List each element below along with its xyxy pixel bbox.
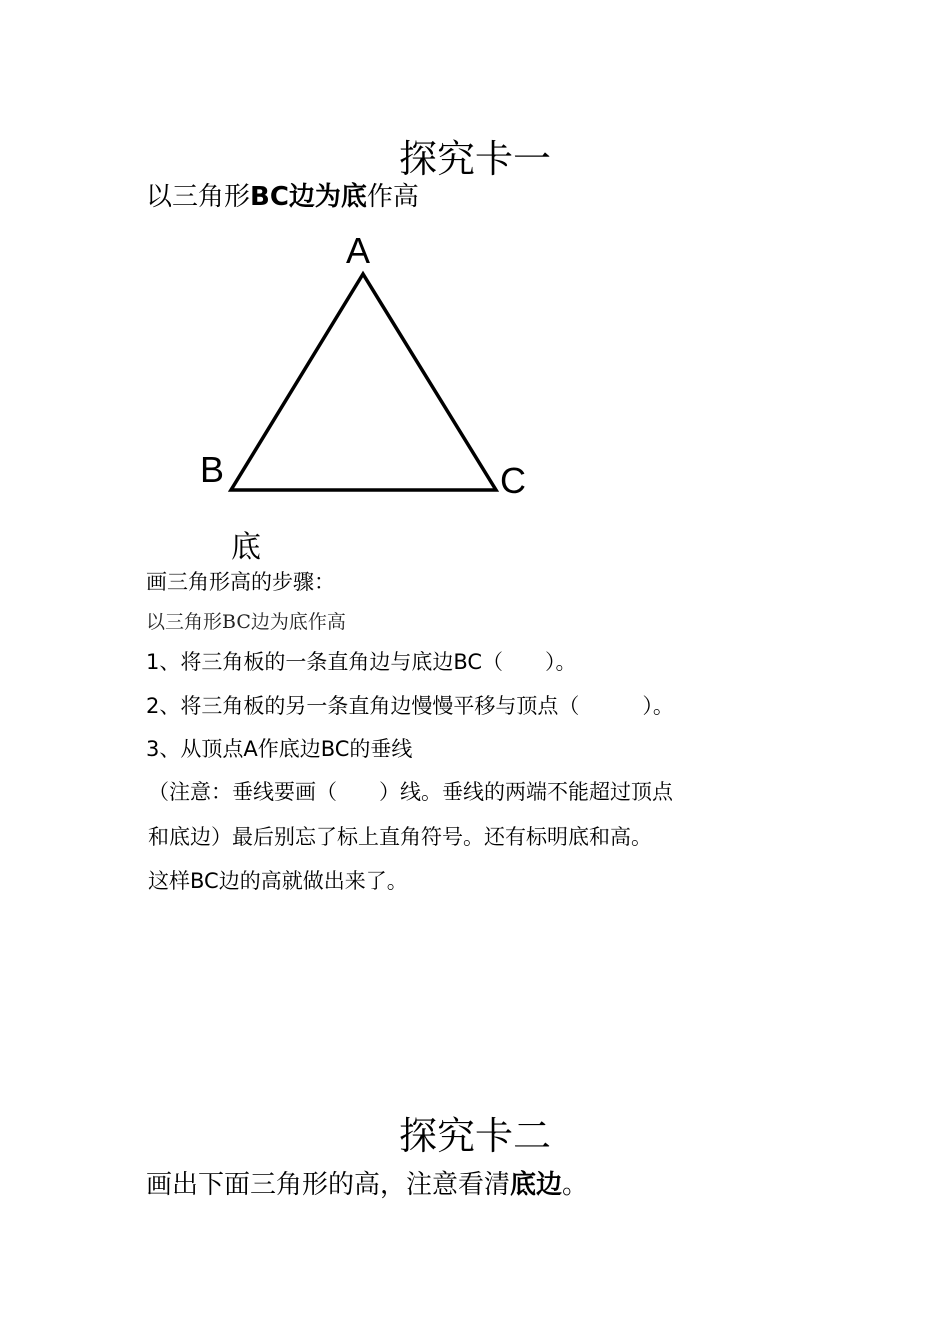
card1-subtitle-post: 作高 xyxy=(366,182,419,212)
card2-title: 探究卡二 xyxy=(398,1114,551,1158)
triangle-abc xyxy=(231,274,496,490)
conclusion: 这样BC边的高就做出来了。 xyxy=(148,869,408,893)
notice-line-2: 和底边）最后别忘了标上直角符号。还有标明底和高。 xyxy=(148,825,652,849)
step-2: 2、将三角板的另一条直角边慢慢平移与顶点（ ）。 xyxy=(146,694,674,718)
card1-subtitle-pre: 以三角形 xyxy=(146,182,251,212)
card2-instruction xyxy=(146,1164,588,1201)
steps-heading: 画三角形高的步骤： xyxy=(146,570,335,594)
base-label: 底 xyxy=(231,530,261,565)
vertex-c-label: C xyxy=(500,460,526,501)
card2-instruction-pre: 画出下面三角形的高，注意看清 xyxy=(146,1170,511,1200)
card1-subtitle-bold: BC边为底 xyxy=(250,182,367,212)
card2-instruction-post: 。 xyxy=(562,1170,589,1200)
card2-instruction-bold: 底边 xyxy=(510,1170,563,1200)
vertex-a-label: A xyxy=(346,230,371,271)
vertex-b-label: B xyxy=(200,449,225,490)
step-3: 3、从顶点A作底边BC的垂线 xyxy=(146,737,413,761)
card1-title: 探究卡一 xyxy=(398,137,551,181)
steps-note: 以三角形BC边为底作高 xyxy=(146,611,346,633)
step-1: 1、将三角板的一条直角边与底边BC（ ）。 xyxy=(146,650,577,674)
notice-line-1: （注意：垂线要画（ ）线。垂线的两端不能超过顶点 xyxy=(148,780,673,804)
